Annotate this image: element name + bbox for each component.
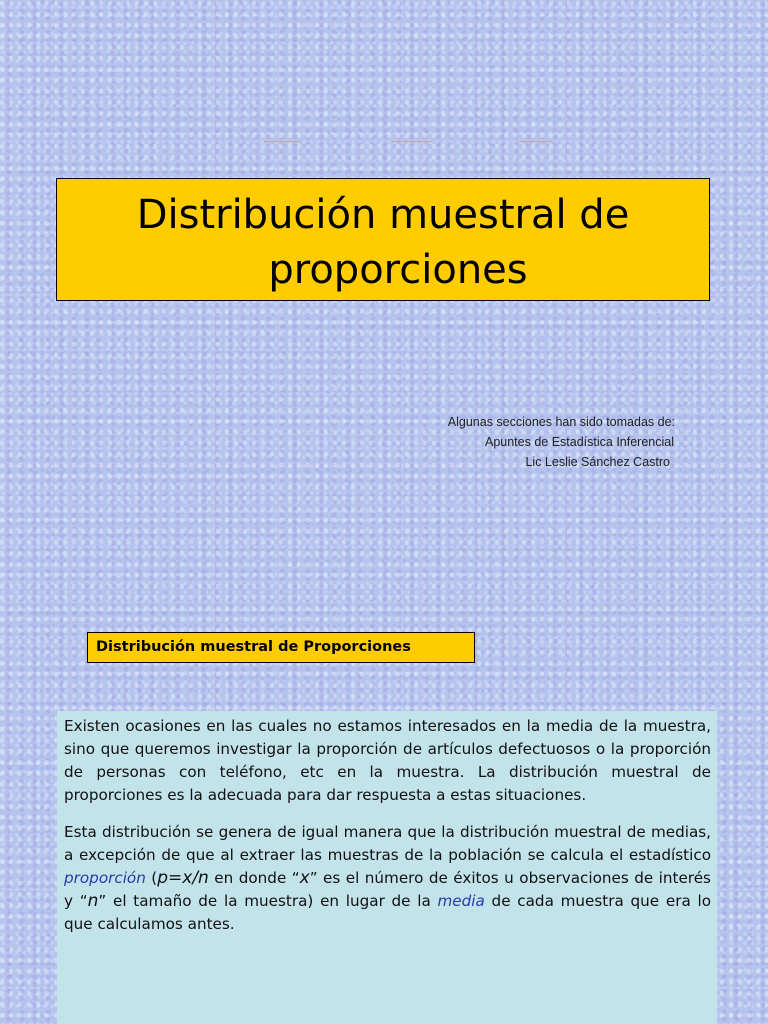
p2-text: Esta distribución se genera de igual manera que la distribución muestral de medias, a excepción de que al extraer las muestras de la población se calcula el estadístico	[64, 823, 711, 864]
decorative-rule	[264, 141, 300, 142]
title-banner	[56, 178, 710, 301]
term-proporcion: proporción	[64, 869, 146, 887]
source-line-3: Lic Leslie Sánchez Castro	[525, 455, 670, 469]
decorative-rule	[520, 141, 552, 142]
source-attribution	[448, 412, 674, 472]
source-line-2: Apuntes de Estadística Inferencial	[484, 435, 674, 449]
p2-text: ” es el número de éxitos u observaciones de interés y “	[64, 869, 711, 910]
variable-x: x	[299, 868, 310, 888]
paragraph-1: Existen ocasiones en las cuales no estamos interesados en la media de la muestra, sino que queremos investigar la proporción de artículos defectuosos o la proporción de personas con teléfono, etc en la muestra. La distribución muestral de proporciones es la adecuada para dar respuesta a estas situaciones.	[64, 717, 711, 804]
p2-text: (	[145, 869, 158, 887]
term-media: media	[437, 892, 485, 910]
decorative-rule	[392, 141, 432, 142]
variable-n: n	[87, 891, 99, 911]
p2-text: en donde “	[208, 869, 300, 887]
section-heading: Distribución muestral de Proporciones	[87, 632, 475, 663]
paragraph-2	[64, 821, 711, 936]
body-text-box	[57, 711, 717, 1024]
page-title-line2: proporciones	[268, 247, 528, 293]
page-title-line1: Distribución muestral de	[136, 192, 630, 238]
p2-text: de cada muestra que era lo que calculamos antes.	[64, 892, 711, 933]
p2-text: ” el tamaño de la muestra) en lugar de la	[98, 892, 438, 910]
source-line-1: Algunas secciones han sido tomadas de:	[447, 415, 675, 429]
formula: p=x/n	[157, 868, 209, 888]
